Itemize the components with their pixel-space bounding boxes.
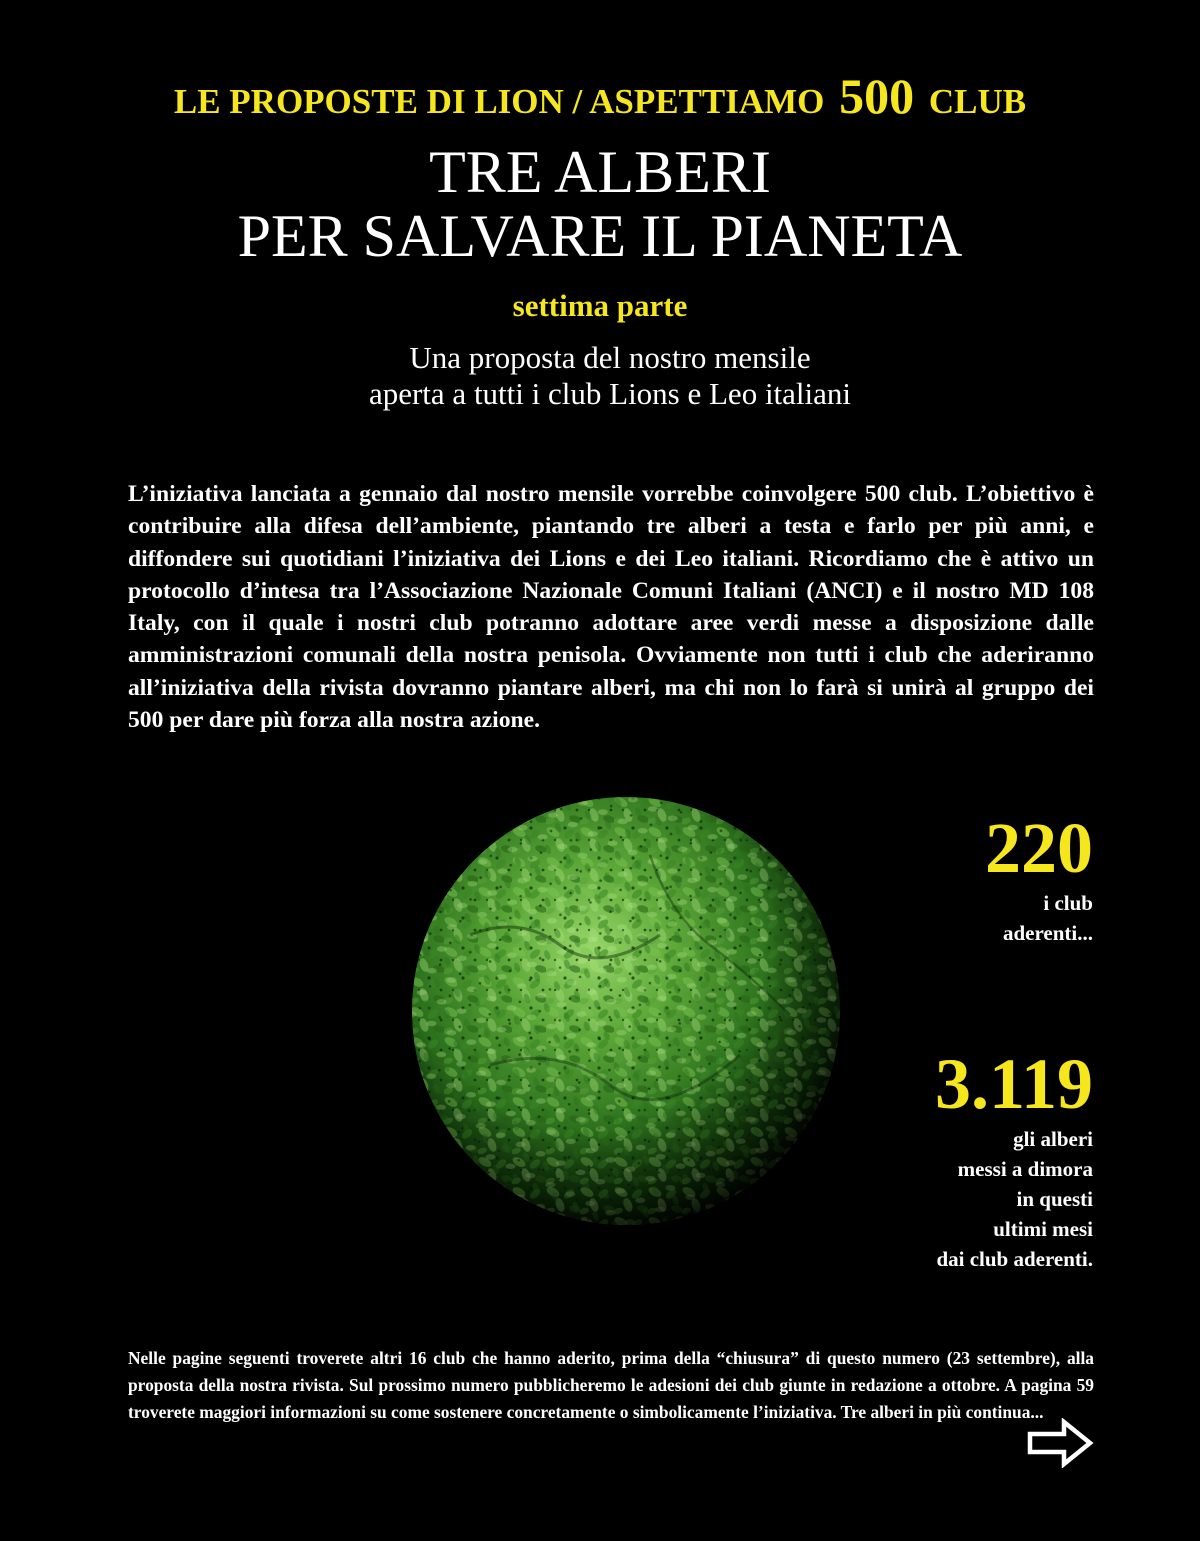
clubs-stat xyxy=(985,808,1093,948)
footer-note: Nelle pagine seguenti troverete altri 16 club che hanno aderito, prima della “chiusura” di questo numero (23 settembre), alla proposta della nostra rivista. Sul prossimo numero pubblicheremo le adesioni dei club giunte in redazione a ottobre. A pagina 59 troverete maggiori informazioni su come sostenere concretamente o simbolicamente l’iniziativa. Tre alberi in più continua... xyxy=(128,1348,1094,1422)
clubs-count: 220 xyxy=(985,808,1093,888)
part-subtitle: settima parte xyxy=(512,288,688,323)
section-kicker xyxy=(0,68,1200,126)
leafy-globe-image xyxy=(410,795,842,1227)
intro-paragraph: L’iniziativa lanciata a gennaio dal nostro mensile vorrebbe coinvolgere 500 club. L’obiettivo è contribuire alla difesa dell’ambiente, piantando tre alberi a testa e farlo per più anni, e diffondere sui quotidiani l’iniziativa dei Lions e dei Leo italiani. Ricordiamo che è attivo un protocollo d’intesa tra l’Associazione Nazionale Comuni Italiani (ANCI) e il nostro MD 108 Italy, con il quale i nostri club potranno adottare aree verdi messe a disposizione dalle amministrazioni comunali della nostra penisola. Ovviamente non tutti i club che aderiranno all’iniziativa della rivista dovranno piantare alberi, ma chi non lo farà si unirà al gruppo dei 500 per dare più forza alla nostra azione. xyxy=(128,481,1094,734)
title-line-1: TRE ALBERI xyxy=(429,139,771,205)
trees-label xyxy=(935,1124,1093,1274)
clubs-label xyxy=(985,888,1093,948)
kicker-suffix: CLUB xyxy=(928,82,1027,121)
deck xyxy=(0,340,1200,412)
title-line-2: PER SALVARE IL PIANETA xyxy=(237,203,963,269)
deck-line-2: aperta a tutti i club Lions e Leo italiani xyxy=(368,376,852,411)
page-title xyxy=(0,140,1200,268)
arrow-right-icon[interactable] xyxy=(1026,1418,1096,1468)
deck-line-1: Una proposta del nostro mensile xyxy=(409,340,811,375)
clubs-label-line-1: i club xyxy=(1043,891,1093,915)
trees-label-line-4: ultimi mesi xyxy=(993,1217,1093,1241)
clubs-label-line-2: aderenti... xyxy=(1002,921,1093,945)
trees-label-line-1: gli alberi xyxy=(1013,1127,1093,1151)
trees-label-line-5: dai club aderenti. xyxy=(936,1247,1093,1271)
trees-count: 3.119 xyxy=(934,1044,1093,1124)
kicker-number: 500 xyxy=(839,68,915,124)
trees-label-line-2: messi a dimora xyxy=(957,1157,1093,1181)
trees-stat xyxy=(935,1044,1093,1274)
kicker-text: LE PROPOSTE DI LION / ASPETTIAMO xyxy=(173,82,825,121)
trees-label-line-3: in questi xyxy=(1016,1187,1093,1211)
